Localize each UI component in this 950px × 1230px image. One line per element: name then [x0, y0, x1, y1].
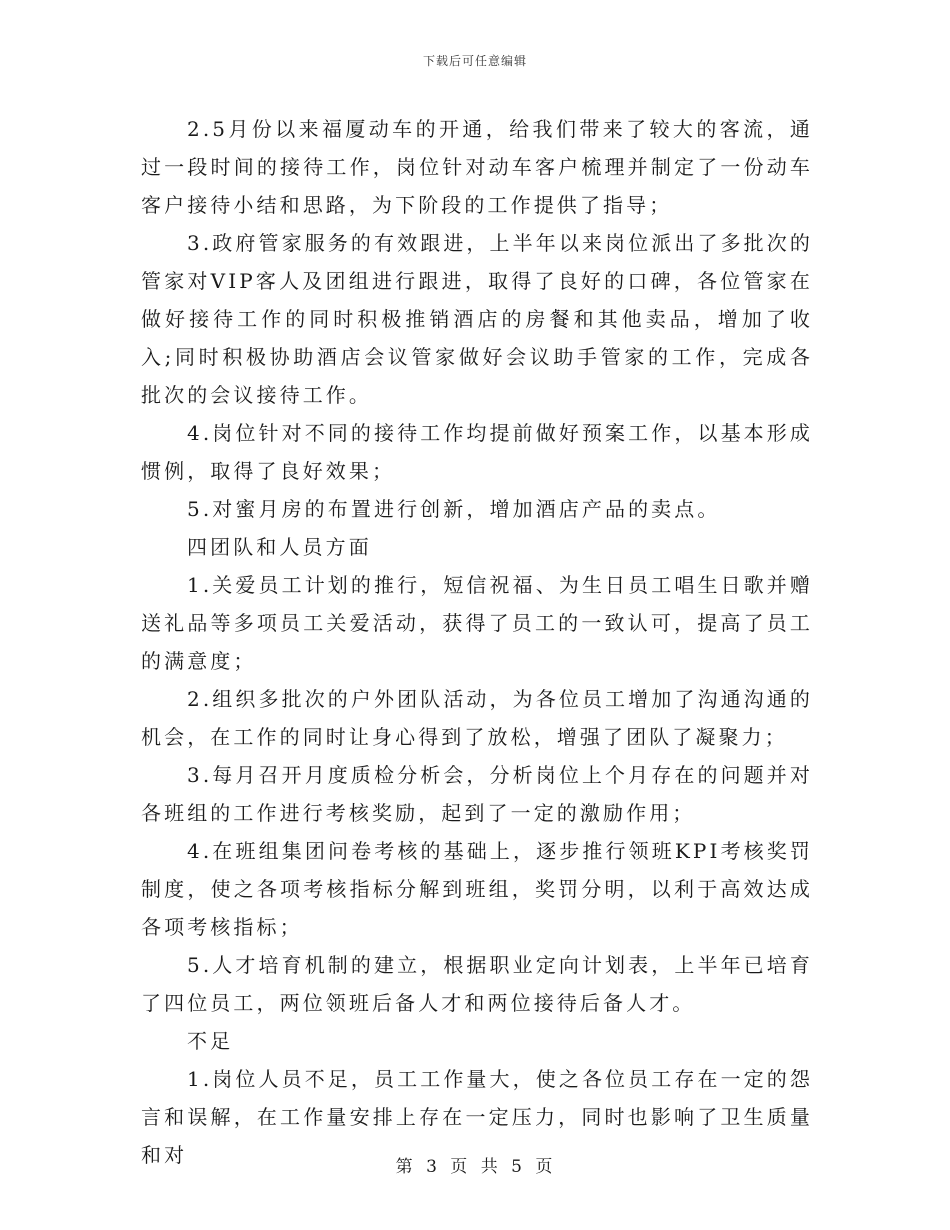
- section-heading-team-staff: 四团队和人员方面: [187, 535, 372, 559]
- paragraph-contingency-plans: 4.岗位针对不同的接待工作均提前做好预案工作，以基本形成惯例，取得了良好效果；: [141, 421, 813, 483]
- paragraph-dongche-reception: 2.5月份以来福厦动车的开通，给我们带来了较大的客流，通过一段时间的接待工作，岗位针对动车客户梳理并制定了一份动车客户接待小结和思路，为下阶段的工作提供了指导；: [141, 117, 813, 217]
- document-body: [141, 110, 813, 1174]
- section-heading-shortcomings: 不足: [187, 1029, 234, 1053]
- paragraph-government-butler: 3.政府管家服务的有效跟进，上半年以来岗位派出了多批次的管家对VIP客人及团组进行跟进，取得了良好的口碑，各位管家在做好接待工作的同时积极推销酒店的房餐和其他卖品，增加了收入;同时积极协助酒店会议管家做好会议助手管家的工作，完成各批次的会议接待工作。: [141, 231, 813, 407]
- paragraph-talent-cultivation: 5.人才培育机制的建立，根据职业定向计划表，上半年已培育了四位员工，两位领班后备人才和两位接待后备人才。: [141, 953, 813, 1015]
- paragraph-quality-meeting: 3.每月召开月度质检分析会，分析岗位上个月存在的问题并对各班组的工作进行考核奖励，起到了一定的激励作用；: [141, 763, 813, 825]
- paragraph-staff-shortage: 1.岗位人员不足，员工工作量大，使之各位员工存在一定的怨言和误解，在工作量安排上存在一定压力，同时也影响了卫生质量和对: [141, 1067, 813, 1167]
- paragraph-kpi-system: 4.在班组集团问卷考核的基础上，逐步推行领班KPI考核奖罚制度，使之各项考核指标分解到班组，奖罚分明，以利于高效达成各项考核指标；: [141, 839, 813, 939]
- page-number: 第 3 页 共 5 页: [395, 1157, 555, 1177]
- paragraph-staff-care: 1.关爱员工计划的推行，短信祝福、为生日员工唱生日歌并赠送礼品等多项员工关爱活动，获得了员工的一致认可，提高了员工的满意度；: [141, 573, 813, 673]
- page-header: 下载后可任意编辑: [422, 54, 527, 68]
- paragraph-team-activities: 2.组织多批次的户外团队活动，为各位员工增加了沟通沟通的机会，在工作的同时让身心得到了放松，增强了团队了凝聚力；: [141, 687, 813, 749]
- paragraph-honeymoon-room: 5.对蜜月房的布置进行创新，增加酒店产品的卖点。: [187, 497, 721, 521]
